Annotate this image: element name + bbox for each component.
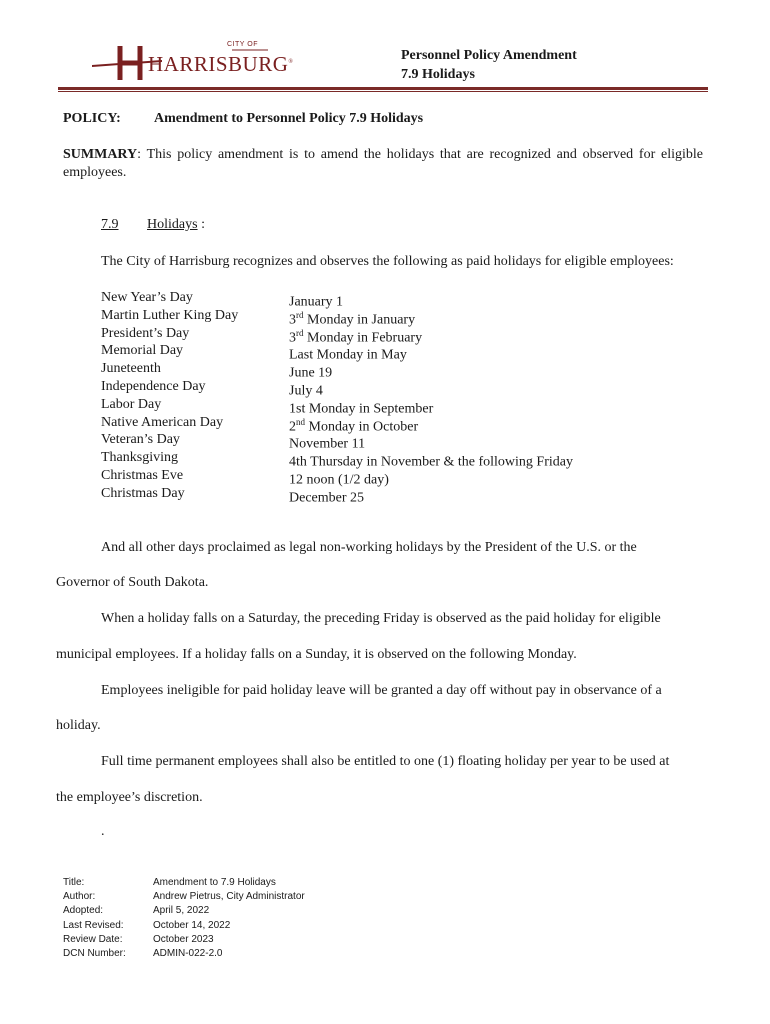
holiday-row bbox=[101, 431, 573, 453]
paragraph-3-line-1: Employees ineligible for paid holiday leave will be granted a day off without pay in observance of a bbox=[101, 683, 662, 698]
footer-value: October 2023 bbox=[153, 933, 214, 945]
paragraph-4-line-1: Full time permanent employees shall also be entitled to one (1) floating holiday per year to be used at bbox=[101, 754, 670, 769]
footer-value: April 5, 2022 bbox=[153, 905, 210, 917]
holidays-intro: The City of Harrisburg recognizes and observes the following as paid holidays for eligible employees: bbox=[101, 254, 674, 269]
holiday-name: Martin Luther King Day bbox=[101, 307, 239, 323]
holiday-date bbox=[289, 342, 407, 364]
footer-row bbox=[63, 947, 305, 961]
holiday-date-main: December 25 bbox=[289, 490, 365, 506]
holiday-date-main: 3 bbox=[289, 330, 296, 346]
footer-value: Amendment to 7.9 Holidays bbox=[153, 877, 276, 888]
footer-row bbox=[63, 904, 305, 918]
holiday-date bbox=[289, 325, 423, 346]
logo-name-text: HARRISBURG bbox=[148, 52, 289, 76]
holiday-date bbox=[289, 378, 323, 399]
holiday-name: Independence Day bbox=[101, 378, 206, 394]
holiday-name: Native American Day bbox=[101, 414, 224, 430]
holiday-date-main: 12 noon (1/2 day) bbox=[289, 472, 389, 488]
holiday-name: Juneteenth bbox=[101, 361, 161, 377]
summary-label: SUMMARY bbox=[63, 147, 138, 162]
holiday-date-rest: Monday in October bbox=[305, 419, 419, 435]
holiday-name: New Year’s Day bbox=[101, 290, 193, 305]
holiday-date bbox=[289, 431, 366, 453]
section-title-text: Holidays bbox=[147, 217, 198, 232]
footer-label: DCN Number: bbox=[63, 947, 126, 959]
holiday-date-main: Last Monday in May bbox=[289, 348, 407, 364]
footer-value: Andrew Pietrus, City Administrator bbox=[153, 891, 305, 903]
holiday-row bbox=[101, 307, 573, 328]
summary bbox=[63, 146, 703, 182]
header-line-2: 7.9 Holidays bbox=[401, 67, 475, 82]
footer-row bbox=[63, 876, 305, 890]
holiday-date-rest: Monday in January bbox=[303, 312, 416, 328]
holiday-date-main: July 4 bbox=[289, 383, 323, 399]
holiday-date bbox=[289, 360, 333, 381]
summary-text: : This policy amendment is to amend the holidays that are recognized and observed for eligible employees. bbox=[63, 147, 703, 180]
footer-label: Last Revised: bbox=[63, 919, 124, 931]
holiday-date-main: June 19 bbox=[289, 365, 333, 381]
holiday-date-main: 4th Thursday in November & the following Friday bbox=[289, 454, 573, 470]
logo-tm: ® bbox=[288, 59, 294, 65]
header-rule-thin bbox=[58, 91, 708, 92]
holiday-date-ordinal: nd bbox=[296, 416, 305, 427]
holiday-date bbox=[289, 289, 344, 310]
trailing-dot: . bbox=[101, 824, 105, 839]
holiday-row bbox=[101, 325, 573, 346]
header-line-1: Personnel Policy Amendment bbox=[401, 48, 577, 63]
holiday-date bbox=[289, 414, 419, 435]
holiday-row bbox=[101, 414, 573, 435]
header-title bbox=[401, 46, 577, 84]
document-footer bbox=[63, 876, 305, 961]
holiday-date-main: November 11 bbox=[289, 437, 366, 453]
holiday-name: Veteran’s Day bbox=[101, 432, 180, 448]
paragraph-2-line-2: municipal employees. If a holiday falls on a Sunday, it is observed on the following Monday. bbox=[56, 647, 577, 662]
holiday-date-main: 2 bbox=[289, 419, 296, 435]
holiday-date bbox=[289, 396, 434, 417]
holiday-date-main: January 1 bbox=[289, 294, 344, 310]
holiday-name: President’s Day bbox=[101, 325, 190, 341]
holiday-date-ordinal: rd bbox=[296, 309, 304, 320]
footer-row bbox=[63, 919, 305, 933]
policy-label: POLICY: bbox=[63, 111, 121, 126]
holiday-name: Christmas Eve bbox=[101, 467, 184, 483]
holiday-date bbox=[289, 307, 416, 328]
section-title bbox=[147, 217, 205, 233]
footer-label: Review Date: bbox=[63, 933, 123, 945]
holiday-row bbox=[101, 378, 573, 399]
footer-row bbox=[63, 890, 305, 904]
footer-label: Author: bbox=[63, 891, 96, 903]
logo-city-of: CITY OF bbox=[227, 41, 258, 48]
holiday-date bbox=[289, 467, 389, 488]
section-number: 7.9 bbox=[101, 217, 119, 232]
holiday-date bbox=[289, 449, 573, 470]
holiday-row bbox=[101, 396, 573, 417]
section-title-colon: : bbox=[197, 217, 205, 232]
footer-label: Title: bbox=[63, 877, 85, 888]
footer-value: ADMIN-022-2.0 bbox=[153, 947, 223, 959]
footer-label: Adopted: bbox=[63, 905, 104, 917]
paragraph-4-line-2: the employee’s discretion. bbox=[56, 790, 203, 805]
header-rule bbox=[58, 87, 708, 90]
holiday-date bbox=[289, 485, 365, 506]
policy-text: Amendment to Personnel Policy 7.9 Holidays bbox=[154, 111, 424, 126]
holiday-date-main: 3 bbox=[289, 312, 296, 328]
footer-row bbox=[63, 933, 305, 947]
holiday-row bbox=[101, 342, 573, 364]
holiday-date-ordinal: rd bbox=[296, 327, 304, 338]
footer-value: October 14, 2022 bbox=[153, 919, 231, 931]
holiday-name: Labor Day bbox=[101, 396, 162, 412]
holiday-list bbox=[101, 289, 573, 506]
paragraph-1-line-1: And all other days proclaimed as legal non-working holidays by the President of the U.S. or the bbox=[101, 540, 637, 555]
city-logo bbox=[92, 40, 294, 88]
holiday-date-rest: Monday in February bbox=[303, 330, 423, 346]
logo-name bbox=[148, 52, 293, 77]
paragraph-1-line-2: Governor of South Dakota. bbox=[56, 575, 209, 590]
paragraph-3-line-2: holiday. bbox=[56, 718, 101, 733]
holiday-row bbox=[101, 485, 573, 506]
holiday-name: Christmas Day bbox=[101, 485, 185, 501]
holiday-row bbox=[101, 449, 573, 470]
holiday-date-main: 1st Monday in September bbox=[289, 401, 434, 417]
paragraph-2-line-1: When a holiday falls on a Saturday, the preceding Friday is observed as the paid holiday for eligible bbox=[101, 611, 661, 626]
holiday-name: Memorial Day bbox=[101, 343, 184, 359]
holiday-name: Thanksgiving bbox=[101, 450, 178, 466]
holiday-row bbox=[101, 289, 573, 310]
